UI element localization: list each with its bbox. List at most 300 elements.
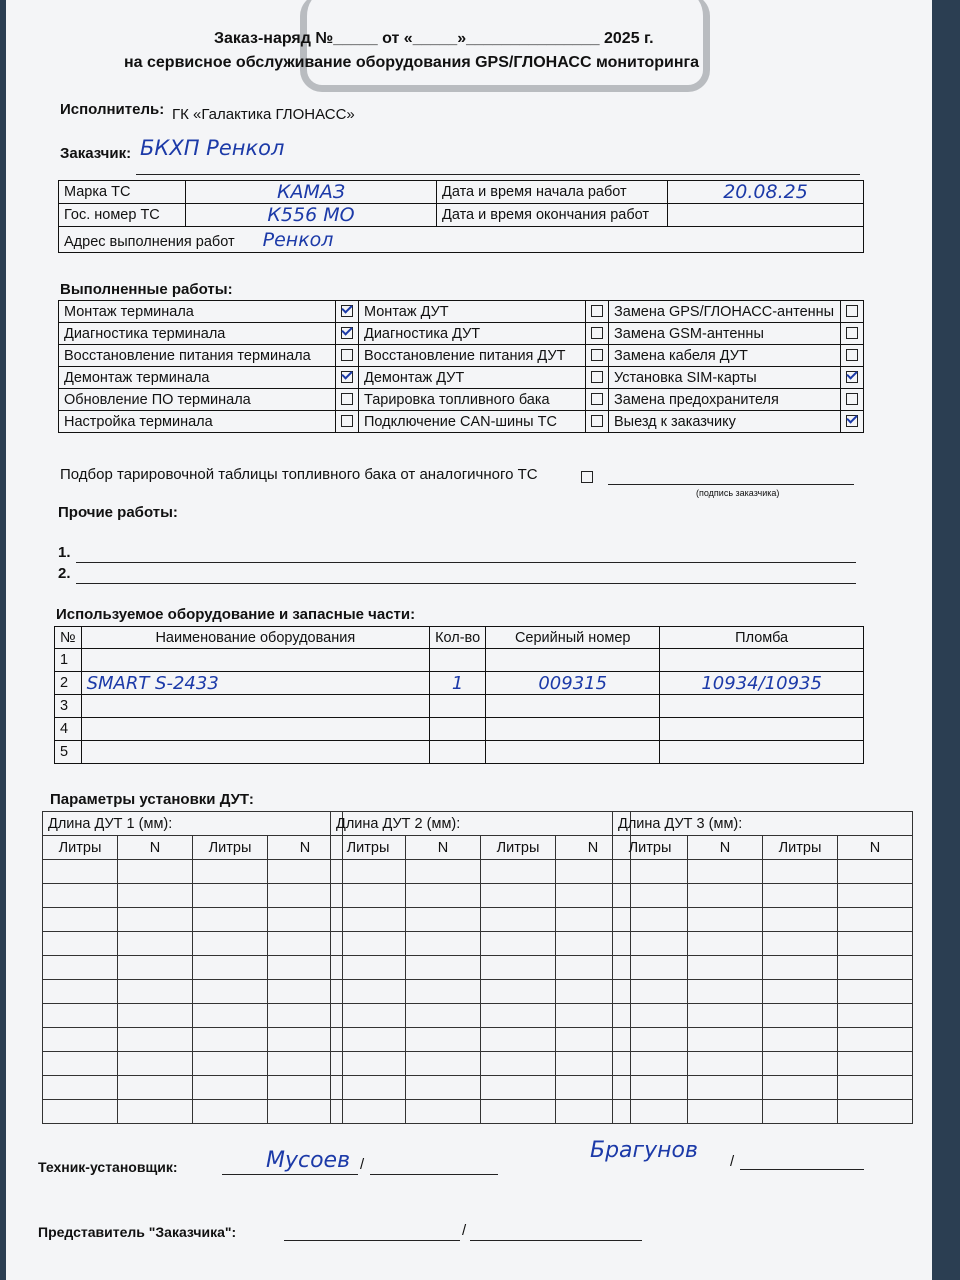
dut-cell[interactable] xyxy=(193,1076,268,1100)
equipment-cell xyxy=(486,649,660,672)
work-item-checkbox-cell xyxy=(336,411,359,433)
work-item-label: Демонтаж терминала xyxy=(59,367,336,389)
works-row xyxy=(59,301,864,323)
equipment-table xyxy=(54,626,864,764)
tech-line-2 xyxy=(370,1174,498,1175)
address-label: Адрес выполнения работ xyxy=(64,233,235,250)
dut-cell[interactable] xyxy=(763,1028,838,1052)
work-item-checkbox[interactable] xyxy=(591,349,603,361)
dut-cell[interactable] xyxy=(763,956,838,980)
dut-header-cell: Литры xyxy=(331,836,406,860)
brand-label: Марка ТС xyxy=(59,181,186,204)
dut-cell[interactable] xyxy=(688,908,763,932)
dut-table-1 xyxy=(42,811,343,1124)
work-item-checkbox[interactable] xyxy=(846,305,858,317)
dut-cell[interactable] xyxy=(688,1004,763,1028)
plate-value: К556 МО xyxy=(186,204,437,227)
equipment-cell: 1 xyxy=(430,672,486,695)
customer-signature-line xyxy=(608,484,854,485)
dut-title: Параметры установки ДУТ: xyxy=(50,791,254,808)
equipment-header-cell: № xyxy=(55,627,82,649)
work-item-checkbox-cell xyxy=(586,345,609,367)
start-label: Дата и время начала работ xyxy=(437,181,668,204)
dut-cell[interactable] xyxy=(118,884,193,908)
dut-cell[interactable] xyxy=(331,956,406,980)
dut-header-cell: N xyxy=(118,836,193,860)
tech-slash-1: / xyxy=(360,1156,365,1173)
dut-cell[interactable] xyxy=(613,1028,688,1052)
work-item-checkbox[interactable] xyxy=(341,371,353,383)
work-item-checkbox-cell xyxy=(841,389,864,411)
dut-row xyxy=(613,1052,913,1076)
work-item-checkbox[interactable] xyxy=(591,305,603,317)
work-item-label: Замена кабеля ДУТ xyxy=(609,345,841,367)
work-item-checkbox-cell xyxy=(586,389,609,411)
dut-cell[interactable] xyxy=(43,932,118,956)
customer-value: БКХП Ренкол xyxy=(140,136,285,160)
work-item-checkbox[interactable] xyxy=(591,415,603,427)
equipment-row xyxy=(55,718,864,741)
plate-label: Гос. номер ТС xyxy=(59,204,186,227)
dut-cell[interactable] xyxy=(688,932,763,956)
end-value xyxy=(668,204,864,227)
dut-cell[interactable] xyxy=(688,1028,763,1052)
work-item-label: Выезд к заказчику xyxy=(609,411,841,433)
equipment-header-cell: Наименование оборудования xyxy=(81,627,430,649)
tech-signature-1: Мусоев xyxy=(266,1148,351,1173)
dut-cell[interactable] xyxy=(331,908,406,932)
dut-cell[interactable] xyxy=(43,1004,118,1028)
dut-cell[interactable] xyxy=(331,1004,406,1028)
dut-cell[interactable] xyxy=(481,956,556,980)
address-row xyxy=(59,227,864,253)
work-item-label: Обновление ПО терминала xyxy=(59,389,336,411)
works-row xyxy=(59,367,864,389)
dut-cell[interactable] xyxy=(688,956,763,980)
dut-row xyxy=(43,1076,343,1100)
dut-row xyxy=(43,908,343,932)
dut-cell[interactable] xyxy=(118,956,193,980)
order-title: Заказ-наряд №_____ от «_____»_______________ 2025 г. xyxy=(214,30,654,47)
dut-cell[interactable] xyxy=(838,956,913,980)
dut-cell[interactable] xyxy=(193,1028,268,1052)
work-item-checkbox[interactable] xyxy=(591,327,603,339)
dut-cell[interactable] xyxy=(838,932,913,956)
work-item-checkbox[interactable] xyxy=(846,327,858,339)
dut-cell[interactable] xyxy=(763,1100,838,1124)
customer-label: Заказчик: xyxy=(60,145,132,162)
equipment-header-cell: Серийный номер xyxy=(486,627,660,649)
dut-header-cell: Литры xyxy=(43,836,118,860)
dut-cell[interactable] xyxy=(838,884,913,908)
equipment-cell xyxy=(81,695,430,718)
dut-row xyxy=(331,860,631,884)
equipment-header-cell: Кол-во xyxy=(430,627,486,649)
work-item-checkbox[interactable] xyxy=(591,371,603,383)
work-item-label: Подключение CAN-шины ТС xyxy=(359,411,586,433)
dut-cell[interactable] xyxy=(481,1028,556,1052)
equipment-cell xyxy=(430,718,486,741)
tech-line-1 xyxy=(222,1174,358,1175)
dut-table-title: Длина ДУТ 1 (мм): xyxy=(43,812,343,836)
dut-row xyxy=(43,884,343,908)
dut-header-cell: Литры xyxy=(481,836,556,860)
dut-cell[interactable] xyxy=(331,1100,406,1124)
dut-row xyxy=(331,1004,631,1028)
dut-cell[interactable] xyxy=(613,980,688,1004)
dut-cell[interactable] xyxy=(43,1076,118,1100)
dut-cell[interactable] xyxy=(193,980,268,1004)
dut-cell[interactable] xyxy=(406,884,481,908)
work-item-checkbox[interactable] xyxy=(846,371,858,383)
dut-row xyxy=(331,884,631,908)
dut-cell[interactable] xyxy=(118,980,193,1004)
dut-cell[interactable] xyxy=(688,884,763,908)
dut-cell[interactable] xyxy=(838,980,913,1004)
work-item-checkbox-cell xyxy=(586,323,609,345)
other-title: Прочие работы: xyxy=(58,504,178,521)
work-item-label: Восстановление питания ДУТ xyxy=(359,345,586,367)
dut-cell[interactable] xyxy=(193,1004,268,1028)
dut-cell[interactable] xyxy=(406,860,481,884)
dut-row xyxy=(331,1076,631,1100)
work-item-checkbox-cell xyxy=(336,301,359,323)
work-item-checkbox-cell xyxy=(841,323,864,345)
work-item-checkbox[interactable] xyxy=(591,393,603,405)
address-value: Ренкол xyxy=(262,228,334,251)
work-item-label: Тарировка топливного бака xyxy=(359,389,586,411)
dut-cell[interactable] xyxy=(406,1004,481,1028)
dut-cell[interactable] xyxy=(613,1100,688,1124)
rep-slash: / xyxy=(462,1222,467,1239)
works-row xyxy=(59,345,864,367)
dut-cell[interactable] xyxy=(118,860,193,884)
dut-cell[interactable] xyxy=(331,1076,406,1100)
dut-header-cell: N xyxy=(406,836,481,860)
dut-cell[interactable] xyxy=(481,860,556,884)
dut-cell[interactable] xyxy=(838,860,913,884)
dut-cell[interactable] xyxy=(118,1004,193,1028)
dut-cell[interactable] xyxy=(43,1028,118,1052)
executor-value: ГК «Галактика ГЛОНАСС» xyxy=(172,106,355,123)
dut-cell[interactable] xyxy=(406,980,481,1004)
equipment-cell xyxy=(660,741,864,764)
equipment-cell xyxy=(81,741,430,764)
order-subtitle: на сервисное обслуживание оборудования GPS/ГЛОНАСС мониторинга xyxy=(124,54,700,71)
work-item-checkbox[interactable] xyxy=(341,327,353,339)
work-item-label: Установка SIM-карты xyxy=(609,367,841,389)
work-item-label: Демонтаж ДУТ xyxy=(359,367,586,389)
dut-row xyxy=(331,956,631,980)
calib-label: Подбор тарировочной таблицы топливного бака от аналогичного ТС xyxy=(60,466,538,483)
dut-row xyxy=(613,860,913,884)
dut-header-cell: Литры xyxy=(613,836,688,860)
dut-cell[interactable] xyxy=(118,1028,193,1052)
customer-underline xyxy=(136,174,860,175)
work-item-checkbox-cell xyxy=(336,323,359,345)
dut-row xyxy=(331,1052,631,1076)
dut-row xyxy=(613,932,913,956)
dut-cell[interactable] xyxy=(43,1052,118,1076)
equipment-cell: 1 xyxy=(55,649,82,672)
equipment-cell xyxy=(430,741,486,764)
dut-cell[interactable] xyxy=(613,956,688,980)
dut-cell[interactable] xyxy=(43,980,118,1004)
work-item-checkbox-cell xyxy=(841,301,864,323)
dut-row xyxy=(43,956,343,980)
dut-row xyxy=(613,1100,913,1124)
dut-cell[interactable] xyxy=(331,860,406,884)
dut-row xyxy=(613,908,913,932)
dut-cell[interactable] xyxy=(838,1100,913,1124)
dut-cell[interactable] xyxy=(763,884,838,908)
equipment-cell xyxy=(486,741,660,764)
work-item-checkbox-cell xyxy=(586,411,609,433)
dut-cell[interactable] xyxy=(43,860,118,884)
equipment-cell xyxy=(81,718,430,741)
work-item-checkbox-cell xyxy=(336,389,359,411)
work-item-checkbox[interactable] xyxy=(341,305,353,317)
equipment-cell xyxy=(660,718,864,741)
dut-cell[interactable] xyxy=(43,1100,118,1124)
dut-cell[interactable] xyxy=(406,1076,481,1100)
dut-cell[interactable] xyxy=(688,1100,763,1124)
dut-cell[interactable] xyxy=(43,908,118,932)
dut-cell[interactable] xyxy=(193,932,268,956)
dut-cell[interactable] xyxy=(763,908,838,932)
work-item-checkbox[interactable] xyxy=(341,349,353,361)
dut-header-cell: N xyxy=(268,836,343,860)
dut-row xyxy=(613,956,913,980)
dut-cell[interactable] xyxy=(838,908,913,932)
dut-cell[interactable] xyxy=(763,932,838,956)
dut-row xyxy=(43,932,343,956)
work-item-checkbox-cell xyxy=(841,367,864,389)
dut-cell[interactable] xyxy=(406,908,481,932)
vehicle-table xyxy=(58,180,864,253)
dut-cell[interactable] xyxy=(763,980,838,1004)
equipment-row xyxy=(55,741,864,764)
signature-caption: (подпись заказчика) xyxy=(696,488,780,498)
dut-row xyxy=(43,1028,343,1052)
start-value: 20.08.25 xyxy=(668,181,864,204)
dut-cell[interactable] xyxy=(193,956,268,980)
dut-cell[interactable] xyxy=(481,1100,556,1124)
tech-signature-2: Брагунов xyxy=(590,1138,698,1163)
dut-cell[interactable] xyxy=(193,860,268,884)
dut-cell[interactable] xyxy=(118,908,193,932)
dut-cell[interactable] xyxy=(331,980,406,1004)
dut-table-title: Длина ДУТ 2 (мм): xyxy=(331,812,631,836)
other-line-1 xyxy=(76,562,856,563)
works-row xyxy=(59,411,864,433)
dut-cell[interactable] xyxy=(838,1028,913,1052)
dut-cell[interactable] xyxy=(331,884,406,908)
dut-row xyxy=(331,1100,631,1124)
dut-cell[interactable] xyxy=(331,1052,406,1076)
dut-cell[interactable] xyxy=(118,1100,193,1124)
dut-cell[interactable] xyxy=(481,1052,556,1076)
work-item-checkbox[interactable] xyxy=(341,415,353,427)
work-item-checkbox[interactable] xyxy=(846,349,858,361)
end-label: Дата и время окончания работ xyxy=(437,204,668,227)
dut-row xyxy=(613,980,913,1004)
rep-line-1 xyxy=(284,1240,460,1241)
dut-cell[interactable] xyxy=(481,932,556,956)
equipment-cell xyxy=(660,649,864,672)
dut-cell[interactable] xyxy=(118,1076,193,1100)
equipment-row xyxy=(55,649,864,672)
works-row xyxy=(59,323,864,345)
equipment-cell: 10934/10935 xyxy=(660,672,864,695)
dut-cell[interactable] xyxy=(838,1052,913,1076)
dut-cell[interactable] xyxy=(688,980,763,1004)
dut-row xyxy=(331,1028,631,1052)
dut-header-cell: N xyxy=(838,836,913,860)
dut-row xyxy=(613,1004,913,1028)
equipment-cell: SMART S-2433 xyxy=(81,672,430,695)
dut-cell[interactable] xyxy=(406,1100,481,1124)
dut-cell[interactable] xyxy=(481,884,556,908)
equipment-cell: 2 xyxy=(55,672,82,695)
dut-cell[interactable] xyxy=(331,1028,406,1052)
dut-cell[interactable] xyxy=(193,1052,268,1076)
work-item-label: Монтаж ДУТ xyxy=(359,301,586,323)
dut-cell[interactable] xyxy=(481,1076,556,1100)
dut-cell[interactable] xyxy=(406,956,481,980)
dut-table-title: Длина ДУТ 3 (мм): xyxy=(613,812,913,836)
other-line-2 xyxy=(76,583,856,584)
dut-cell[interactable] xyxy=(118,1052,193,1076)
work-item-label: Замена GPS/ГЛОНАСС-антенны xyxy=(609,301,841,323)
dut-cell[interactable] xyxy=(838,1076,913,1100)
dut-table-2 xyxy=(330,811,631,1124)
dut-cell[interactable] xyxy=(688,860,763,884)
dut-cell[interactable] xyxy=(613,1076,688,1100)
equipment-cell xyxy=(430,649,486,672)
work-item-label: Настройка терминала xyxy=(59,411,336,433)
works-table xyxy=(58,300,864,433)
dut-cell[interactable] xyxy=(613,884,688,908)
dut-cell[interactable] xyxy=(481,980,556,1004)
dut-cell[interactable] xyxy=(613,1052,688,1076)
equipment-cell xyxy=(486,695,660,718)
equipment-title: Используемое оборудование и запасные части: xyxy=(56,606,416,623)
dut-row xyxy=(331,932,631,956)
dut-row xyxy=(613,1028,913,1052)
dut-cell[interactable] xyxy=(193,884,268,908)
dut-cell[interactable] xyxy=(406,1028,481,1052)
dut-cell[interactable] xyxy=(613,932,688,956)
tech-slash-2: / xyxy=(730,1153,735,1170)
work-item-checkbox-cell xyxy=(586,367,609,389)
dut-row xyxy=(331,908,631,932)
dut-cell[interactable] xyxy=(43,884,118,908)
equipment-row xyxy=(55,695,864,718)
dut-cell[interactable] xyxy=(613,860,688,884)
work-item-checkbox-cell xyxy=(586,301,609,323)
dut-header-cell: Литры xyxy=(763,836,838,860)
dut-cell[interactable] xyxy=(43,956,118,980)
equipment-cell: 3 xyxy=(55,695,82,718)
dut-cell[interactable] xyxy=(838,1004,913,1028)
work-item-checkbox-cell xyxy=(336,367,359,389)
executor-label: Исполнитель: xyxy=(60,101,165,118)
dut-row xyxy=(331,980,631,1004)
work-item-checkbox-cell xyxy=(336,345,359,367)
dut-cell[interactable] xyxy=(118,932,193,956)
dut-header-cell: N xyxy=(556,836,631,860)
work-item-label: Замена предохранителя xyxy=(609,389,841,411)
work-item-checkbox[interactable] xyxy=(341,393,353,405)
equipment-cell: 009315 xyxy=(486,672,660,695)
tech-line-3 xyxy=(740,1169,864,1170)
work-item-checkbox-cell xyxy=(841,411,864,433)
rep-line-2 xyxy=(470,1240,642,1241)
work-item-checkbox[interactable] xyxy=(846,415,858,427)
work-item-label: Монтаж терминала xyxy=(59,301,336,323)
dut-cell[interactable] xyxy=(763,860,838,884)
calib-checkbox[interactable] xyxy=(581,471,593,483)
equipment-cell: 5 xyxy=(55,741,82,764)
dut-row xyxy=(43,1004,343,1028)
equipment-header-cell: Пломба xyxy=(660,627,864,649)
dut-cell[interactable] xyxy=(613,908,688,932)
dut-row xyxy=(613,1076,913,1100)
work-item-label: Замена GSM-антенны xyxy=(609,323,841,345)
dut-header-cell: N xyxy=(688,836,763,860)
dut-cell[interactable] xyxy=(613,1004,688,1028)
dut-cell[interactable] xyxy=(406,1052,481,1076)
dut-cell[interactable] xyxy=(763,1052,838,1076)
equipment-cell xyxy=(81,649,430,672)
equipment-row xyxy=(55,672,864,695)
equipment-cell xyxy=(430,695,486,718)
dut-row xyxy=(43,980,343,1004)
dut-row xyxy=(43,1100,343,1124)
dut-row xyxy=(613,884,913,908)
dut-row xyxy=(43,860,343,884)
other-num-2: 2. xyxy=(58,565,71,582)
work-item-label: Диагностика ДУТ xyxy=(359,323,586,345)
work-item-label: Восстановление питания терминала xyxy=(59,345,336,367)
work-item-checkbox[interactable] xyxy=(846,393,858,405)
works-title: Выполненные работы: xyxy=(60,281,233,298)
equipment-cell xyxy=(660,695,864,718)
dut-cell[interactable] xyxy=(481,908,556,932)
dut-cell[interactable] xyxy=(331,932,406,956)
equipment-cell: 4 xyxy=(55,718,82,741)
equipment-cell xyxy=(486,718,660,741)
dut-cell[interactable] xyxy=(688,1052,763,1076)
brand-value: КАМАЗ xyxy=(186,181,437,204)
dut-cell[interactable] xyxy=(688,1076,763,1100)
dut-header-cell: Литры xyxy=(193,836,268,860)
dut-row xyxy=(43,1052,343,1076)
dut-cell[interactable] xyxy=(763,1076,838,1100)
other-num-1: 1. xyxy=(58,544,71,561)
dut-table-3 xyxy=(612,811,913,1124)
dut-cell[interactable] xyxy=(481,1004,556,1028)
work-item-label: Диагностика терминала xyxy=(59,323,336,345)
dut-cell[interactable] xyxy=(193,908,268,932)
works-row xyxy=(59,389,864,411)
rep-label: Представитель "Заказчика": xyxy=(38,1224,237,1240)
dut-cell[interactable] xyxy=(193,1100,268,1124)
work-item-checkbox-cell xyxy=(841,345,864,367)
dut-cell[interactable] xyxy=(763,1004,838,1028)
dut-cell[interactable] xyxy=(406,932,481,956)
